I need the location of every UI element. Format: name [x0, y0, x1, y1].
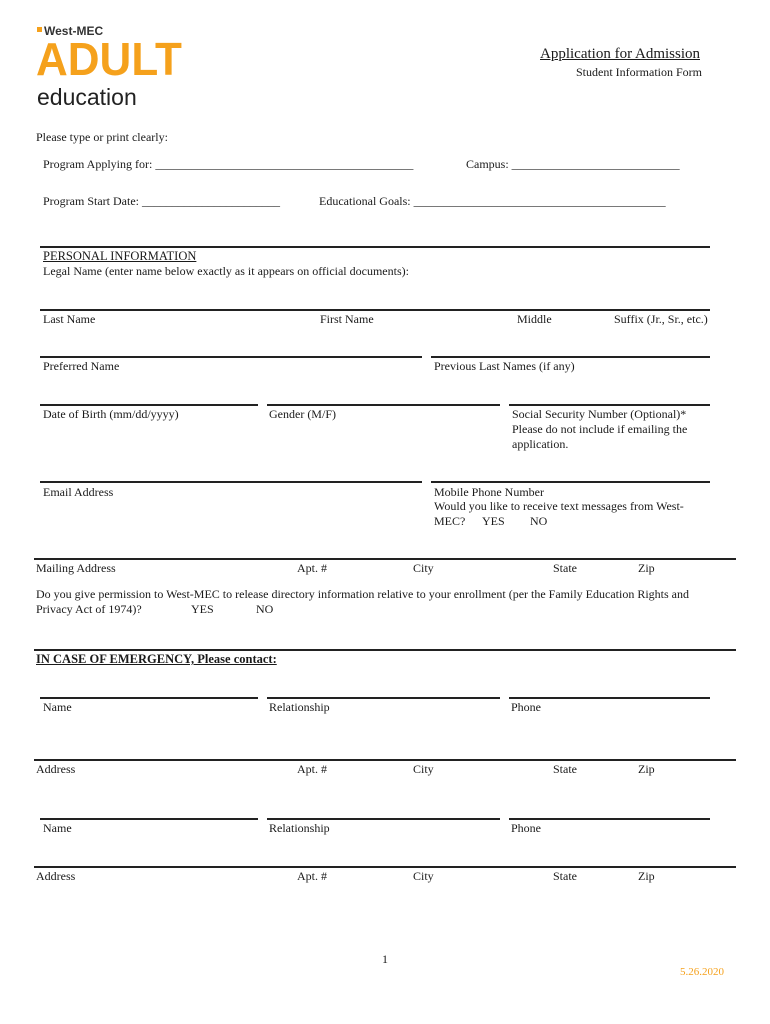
- text-opt-in-yes[interactable]: YES: [482, 514, 505, 528]
- divider: [509, 697, 710, 699]
- emergency-name-field[interactable]: Name: [43, 821, 72, 835]
- divider: [34, 649, 736, 651]
- program-start-field[interactable]: Program Start Date: _______________________: [43, 194, 280, 208]
- divider: [40, 404, 258, 406]
- ssn-field[interactable]: Social Security Number (Optional)*: [512, 407, 687, 421]
- ferpa-no[interactable]: NO: [256, 602, 274, 616]
- personal-info-heading: PERSONAL INFORMATION: [43, 249, 197, 263]
- ssn-note-cont: application.: [512, 437, 569, 451]
- divider: [34, 759, 736, 761]
- emergency-phone-field[interactable]: Phone: [511, 700, 541, 714]
- divider: [40, 818, 258, 820]
- divider: [34, 866, 736, 868]
- ferpa-question: Do you give permission to West-MEC to release directory information relative to your enrollment (per the Family Education Rights and: [36, 587, 689, 601]
- text-opt-in-question: Would you like to receive text messages from West-: [434, 499, 684, 513]
- divider: [267, 697, 500, 699]
- emergency-apt-field[interactable]: Apt. #: [297, 869, 327, 883]
- page-number: 1: [382, 952, 388, 966]
- ssn-note: Please do not include if emailing the: [512, 422, 688, 436]
- legal-name-note: Legal Name (enter name below exactly as it appears on official documents):: [43, 264, 409, 278]
- campus-field[interactable]: Campus: ____________________________: [466, 157, 680, 171]
- emergency-name-field[interactable]: Name: [43, 700, 72, 714]
- first-name-field[interactable]: First Name: [320, 312, 374, 326]
- dob-field[interactable]: Date of Birth (mm/dd/yyyy): [43, 407, 179, 421]
- page-subtitle: Student Information Form: [576, 65, 702, 79]
- divider: [40, 309, 710, 311]
- divider: [267, 818, 500, 820]
- emergency-apt-field[interactable]: Apt. #: [297, 762, 327, 776]
- logo-brand: West-MEC: [44, 24, 104, 38]
- divider: [40, 697, 258, 699]
- apt-field[interactable]: Apt. #: [297, 561, 327, 575]
- preferred-name-field[interactable]: Preferred Name: [43, 359, 120, 373]
- state-field[interactable]: State: [553, 561, 577, 575]
- divider: [431, 481, 710, 483]
- page-title: Application for Admission: [540, 46, 700, 62]
- divider: [267, 404, 500, 406]
- emergency-phone-field[interactable]: Phone: [511, 821, 541, 835]
- mobile-phone-field[interactable]: Mobile Phone Number: [434, 485, 544, 499]
- program-applying-field[interactable]: Program Applying for: ___________________________________________: [43, 157, 414, 171]
- zip-field[interactable]: Zip: [638, 561, 655, 575]
- divider: [40, 356, 422, 358]
- emergency-state-field[interactable]: State: [553, 869, 577, 883]
- emergency-relationship-field[interactable]: Relationship: [269, 700, 330, 714]
- middle-name-field[interactable]: Middle: [517, 312, 552, 326]
- text-opt-in-no[interactable]: NO: [530, 514, 548, 528]
- ferpa-question-cont: Privacy Act of 1974)?: [36, 602, 142, 616]
- previous-last-names-field[interactable]: Previous Last Names (if any): [434, 359, 575, 373]
- divider: [40, 481, 422, 483]
- last-name-field[interactable]: Last Name: [43, 312, 96, 326]
- suffix-field[interactable]: Suffix (Jr., Sr., etc.): [614, 312, 708, 326]
- divider: [40, 246, 710, 248]
- revision-date: 5.26.2020: [680, 966, 724, 978]
- email-field[interactable]: Email Address: [43, 485, 114, 499]
- emergency-zip-field[interactable]: Zip: [638, 762, 655, 776]
- gender-field[interactable]: Gender (M/F): [269, 407, 336, 421]
- ferpa-yes[interactable]: YES: [191, 602, 214, 616]
- city-field[interactable]: City: [413, 561, 434, 575]
- emergency-heading: IN CASE OF EMERGENCY, Please contact:: [36, 652, 277, 666]
- emergency-zip-field[interactable]: Zip: [638, 869, 655, 883]
- emergency-relationship-field[interactable]: Relationship: [269, 821, 330, 835]
- educational-goals-field[interactable]: Educational Goals: __________________________________________: [319, 194, 666, 208]
- emergency-address-field[interactable]: Address: [36, 762, 76, 776]
- text-opt-in-question-cont: MEC?: [434, 514, 466, 528]
- emergency-city-field[interactable]: City: [413, 762, 434, 776]
- instruction-text: Please type or print clearly:: [36, 130, 168, 144]
- emergency-state-field[interactable]: State: [553, 762, 577, 776]
- divider: [509, 818, 710, 820]
- emergency-city-field[interactable]: City: [413, 869, 434, 883]
- logo-mark-icon: [37, 27, 42, 32]
- divider: [509, 404, 710, 406]
- mailing-address-field[interactable]: Mailing Address: [36, 561, 116, 575]
- logo-education: education: [37, 84, 137, 110]
- divider: [34, 558, 736, 560]
- divider: [431, 356, 710, 358]
- emergency-address-field[interactable]: Address: [36, 869, 76, 883]
- logo-adult: ADULT: [36, 34, 182, 86]
